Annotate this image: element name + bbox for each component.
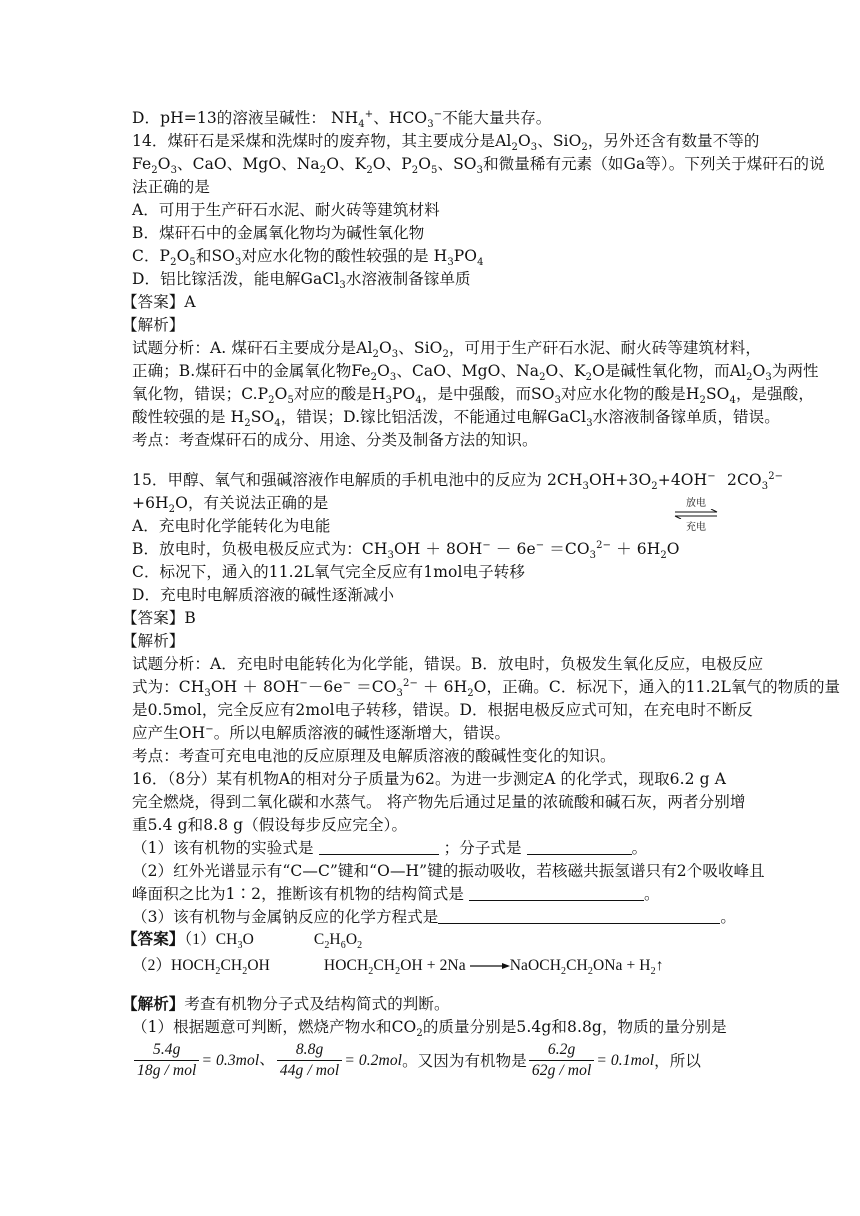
q14-analysis-line3: 氧化物，错误；$C.P_2O_5$对应的酸是$H_3PO_4$，是中强酸，而$SO_3$对应水化物的酸是$H_2SO_4$，是强酸， <box>132 385 814 407</box>
q14-analysis-label: 【解析】 <box>122 316 185 334</box>
q16-answer-line2: $(2)HOCH_2CH_2OH$ $HOCH_2CH_2OH + 2Na$ $NaOCH_2CH_2ONa$ + $H_2↑$ <box>132 957 664 978</box>
q16-part2-line1: （2）红外光谱显示有“C—C”键和“O—H”键的振动吸收，若核磁共振氢谱只有2个吸收峰且 <box>132 862 765 880</box>
q15-option-b: B．放电时，负极电极反应式为：$CH_3OH + 8OH^- - 6e^- =CO_3^{2-} + 6H_2O$ <box>132 539 680 562</box>
q16-answer-line1: 【答案】$(1)CH_3O$ $C_2H_6O_2$ <box>122 931 363 952</box>
q16-analysis-line1: （1）根据题意可判断，燃烧产物水和$CO_2$的质量分别是5.4g和8.8g，物质的量分别是 <box>132 1018 727 1040</box>
q14-option-b: B．煤矸石中的金属氧化物均为碱性氧化物 <box>132 224 425 242</box>
q15-stem-line1: 15．甲醇、氧气和强碱溶液作电解质的手机电池中的反应为 $2CH_3OH+3O_2+4OH^-$ <box>132 470 716 493</box>
answer-blank <box>438 909 720 924</box>
answer-blank <box>527 840 632 855</box>
q15-analysis-line3: 是0.5mol，完全反应有2mol电子转移，错误。D．根据电极反应式可知，在充电时不断反 <box>132 701 753 719</box>
q14-analysis-line4: 酸性较强的是 $H_2SO_4$，错误；D.镓比铝活泼，不能通过电解GaCl$_3$水溶液制备镓单质，错误。 <box>132 408 780 430</box>
q15-point: 考点：考查可充电电池的反应原理及电解质溶液的酸碱性变化的知识。 <box>132 747 616 765</box>
q15-stem-line2: $+6H_2O$，有关说法正确的是 <box>132 494 329 516</box>
charge-label: 充电 <box>686 522 706 533</box>
q16-part2-line2: 峰面积之比为1∶2，推断该有机物的结构简式是 。 <box>132 885 660 903</box>
q14-analysis-line1: 试题分析：A. 煤矸石主要成分是$Al_2O_3$、SiO$_2$，可用于生产矸石水泥、耐火砖等建筑材料， <box>132 339 761 361</box>
q14-point: 考点：考查煤矸石的成分、用途、分类及制备方法的知识。 <box>132 431 538 449</box>
q14-option-d: D．铝比镓活泼，能电解GaCl$_3$水溶液制备镓单质 <box>132 270 471 292</box>
q14-answer: 【答案】A <box>122 293 196 311</box>
q14-stem-line3: 法正确的是 <box>132 178 211 196</box>
q16-analysis-line2: $\frac{5.4g}{\text{18g / mol}}$ = 0.3mol、 $\frac{8.8g}{\text{44g / mol}}$ = 0.2mol。又因为有机物是 $\frac{6.2g}{\text{62g / mol}}$ = 0.1mol，所以 <box>132 1040 742 1084</box>
q15-product: $2CO_3^{2-}$ <box>727 470 784 493</box>
fraction-organic: $\frac{6.2g}{\text{62g / mol}}$ <box>529 1040 594 1081</box>
q14-analysis-line2: 正确；B.煤矸石中的金属氧化物$Fe_2O_3$、CaO、MgO、$Na_2O$、$K_2O$是碱性氧化物，而$Al_2O_3$为两性 <box>132 362 819 384</box>
q16-part3: （3）该有机物与金属钠反应的化学方程式是 。 <box>132 908 736 926</box>
q15-analysis-line1: 试题分析：A．充电时电能转化为化学能，错误。B．放电时，负极发生氧化反应，电极反应 <box>132 655 764 673</box>
q15-analysis-line4: 应产生OH−。所以电解质溶液的碱性逐渐增大，错误。 <box>132 723 511 742</box>
q16-stem-line2: 完全燃烧，得到二氧化碳和水蒸气。 将产物先后通过足量的浓硫酸和碱石灰，两者分别增 <box>132 793 746 811</box>
q13-option-d: D．pH=13的溶液呈碱性： $NH_4^+$、$HCO_3^-$不能大量共存。 <box>132 108 552 131</box>
q14-option-a: A．可用于生产矸石水泥、耐火砖等建筑材料 <box>132 201 440 219</box>
q15-analysis-label: 【解析】 <box>122 632 185 650</box>
reaction-arrow-icon <box>470 961 510 971</box>
q15-option-c: C．标况下，通入的11.2L氧气完全反应有1mol电子转移 <box>132 563 525 581</box>
q16-analysis: 【解析】考查有机物分子式及结构简式的判断。 <box>122 994 450 1013</box>
q15-option-d: D．充电时电解质溶液的碱性逐渐减小 <box>132 586 395 604</box>
q16-stem-line1: 16．（8分）某有机物A的相对分子质量为62。为进一步测定A 的化学式，现取6.2 g A <box>132 770 726 788</box>
q15-analysis-line2: 式为：$CH_3OH + 8OH^--6e^- =CO_3^{2-} + 6H_2O$，正确。C．标况下，通入的11.2L氧气的物质的量 <box>132 677 841 700</box>
q14-stem-line1: 14．煤矸石是采煤和洗煤时的废弃物，其主要成分是$Al_2O_3$、SiO$_2$，另外还含有数量不等的 <box>132 132 760 154</box>
q14-stem-line2: $Fe_2O_3$、CaO、MgO、$Na_2O$、$K_2O$、$P_2O_5$、$SO_3$和微量稀有元素（如Ga等）。下列关于煤矸石的说 <box>132 155 825 177</box>
q15-option-a: A．充电时化学能转化为电能 <box>132 517 331 535</box>
q16-part1: （1）该有机物的实验式是 ；分子式是 。 <box>132 839 648 857</box>
q16-stem-line3: 重5.4 g和8.8 g（假设每步反应完全）。 <box>132 816 408 834</box>
fraction-co2: $\frac{8.8g}{\text{44g / mol}}$ <box>277 1040 342 1081</box>
q14-option-c: C．$P_2O_5$和$SO_3$对应水化物的酸性较强的是 $H_3PO_4$ <box>132 247 484 269</box>
q15-answer: 【答案】B <box>122 609 196 627</box>
answer-blank <box>469 886 644 901</box>
fraction-water: $\frac{5.4g}{\text{18g / mol}}$ <box>134 1040 199 1081</box>
discharge-label: 放电 <box>686 498 706 509</box>
answer-blank <box>319 840 439 855</box>
